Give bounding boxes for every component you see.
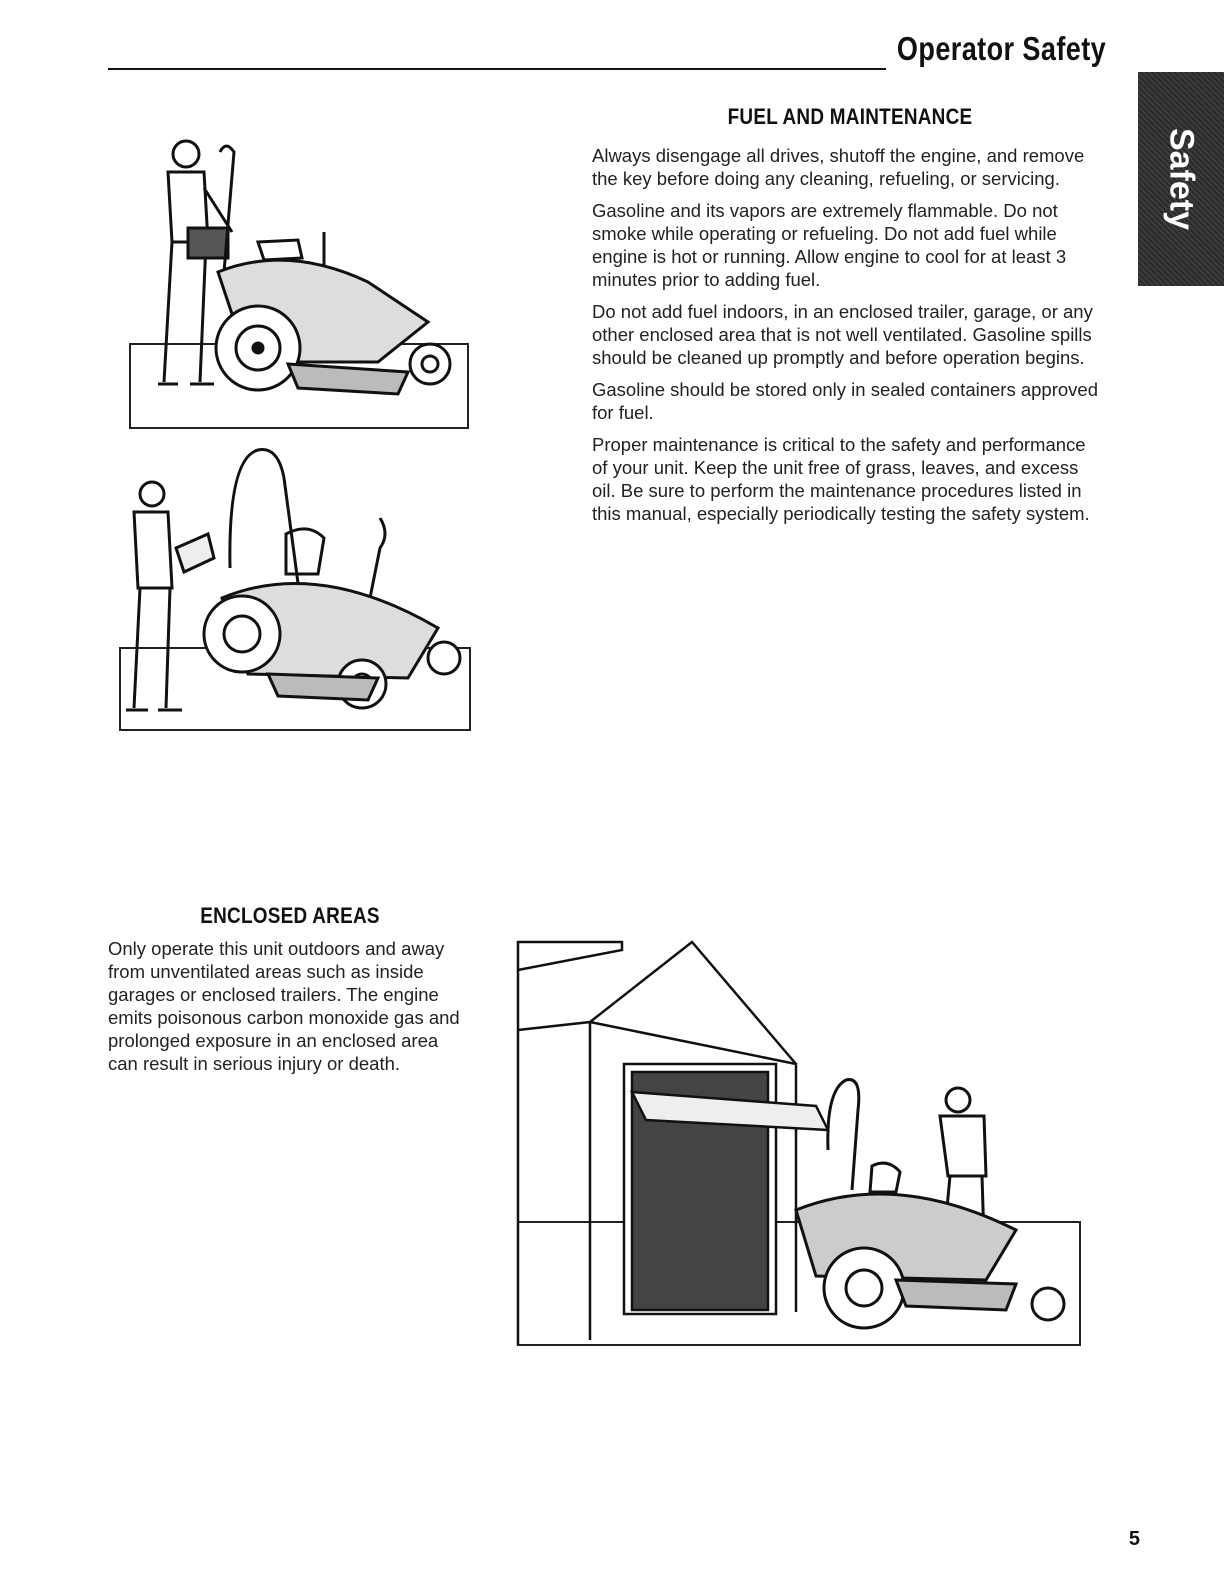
fuel-paragraph: Always disengage all drives, shutoff the engine, and remove the key before doing any cleaning, refueling, or servicing. [592, 145, 1085, 189]
fuel-paragraph: Gasoline and its vapors are extremely flammable. Do not smoke while operating or refueling. Do not add fuel while engine is hot or running. Allow engine to cool for at least 3 minutes prior to adding fuel. [592, 200, 1067, 290]
fuel-paragraph: Gasoline should be stored only in sealed containers approved for fuel. [592, 379, 1098, 423]
enclosed-areas-body [108, 937, 460, 1084]
fuel-paragraph: Do not add fuel indoors, in an enclosed trailer, garage, or any other enclosed area that is not well ventilated. Gasoline spills should be cleaned up promptly and before operation begins. [592, 301, 1093, 368]
maintenance-illustration [118, 438, 473, 734]
fuel-paragraph: Proper maintenance is critical to the safety and performance of your unit. Keep the unit free of grass, leaves, and excess oil. Be sure to perform the maintenance procedures listed in this manual, especially periodically testing the safety system. [592, 434, 1090, 524]
header-rule [108, 68, 886, 70]
page-number: 5 [1128, 1528, 1140, 1550]
enclosed-area-illustration [516, 940, 1084, 1348]
side-tab-label: Safety [1162, 127, 1201, 231]
fuel-maintenance-body [592, 144, 1104, 534]
enclosed-areas-heading: ENCLOSED AREAS [200, 903, 380, 928]
enclosed-paragraph: Only operate this unit outdoors and away from unventilated areas such as inside garages or enclosed trailers. The engine emits poisonous carbon monoxide gas and prolonged exposure in an enclosed area can result in serious injury or death. [108, 938, 460, 1074]
refueling-illustration [128, 132, 473, 430]
fuel-maintenance-heading: FUEL AND MAINTENANCE [727, 104, 973, 129]
page-title: Operator Safety [896, 30, 1106, 67]
section-side-tab [1138, 72, 1224, 286]
